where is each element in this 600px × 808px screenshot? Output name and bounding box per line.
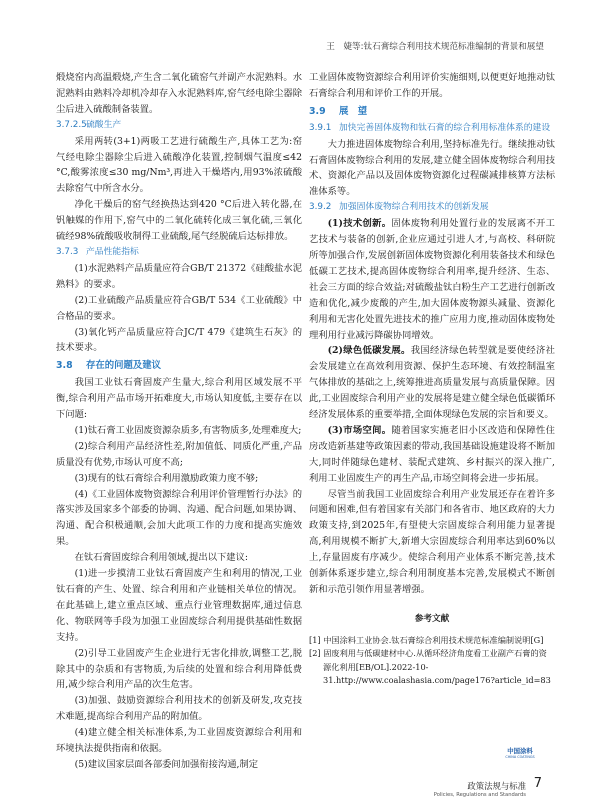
paragraph-text: 随着国家实施老旧小区改造和保障性住房改造新基建等政策因素的带动,我国基础设施建设将不断加大,同时伴随绿色建材、装配式建筑、乡村振兴的深入推广,利用工业固废生产的再生产品,市场空间将会进一步拓展。 — [309, 424, 555, 484]
body-paragraph: (1)水泥熟料产品质量应符合GB/T 21372《硅酸盐水泥熟料》的要求。 — [56, 262, 302, 290]
logo-subtext: CHINA COATINGS — [505, 755, 535, 759]
paragraph-text: 我国经济绿色转型就是要使经济社会发展建立在高效利用资源、保护生态环境、有效控制温室气体排放的基础之上,统筹推进高质量发展与高质量保障。因此,工业固废综合利用产业的发展将是建立健全绿色低碳循环经济发展体系的重要举措,全面体现绿色发展的宗旨和要义。 — [309, 345, 555, 421]
china-coatings-logo — [496, 746, 544, 759]
body-paragraph — [309, 216, 555, 343]
list-item: (1)进一步摸清工业钛石膏固废产生和利用的情况,工业钛石膏的产生、处置、综合利用和产业链相关单位的情况。在此基础上,建立重点区域、重点行业管理数据库,通过信息化、物联网等手段为加强工业固废综合利用提供基础性数据支持。 — [56, 568, 302, 643]
list-item: (5)建议国家层面各部委间加强衔接沟通,制定 — [74, 758, 259, 770]
section-title: 加快完善固体废物和钛石膏的综合利用标准体系的建设 — [339, 122, 551, 133]
references-title: 参考文献 — [414, 613, 450, 624]
body-paragraph: (2)工业硫酸产品质量应符合GB/T 534《工业硫酸》中合格品的要求。 — [56, 294, 302, 322]
paragraph-text: 固体废物利用处置行业的发展离不开工艺技术与装备的创新,企业应通过引进人才,与高校、科研院所等加强合作,发展创新固体废物资源化利用装备技术和绿色低碳工艺技术,提高固体废物综合利用率,提升经济、生态、社会三方面的综合效益;对硫酸盐钛白粉生产工艺进行创新改造和优化,减少废酸的产生,加大固体废物源头减量、资源化利用和无害化处置先进技术的推广应用力度,推动固体废物处理利用行业减污降碳协同增效。 — [309, 218, 555, 341]
left-column — [56, 70, 302, 773]
section-title: 硫酸生产 — [86, 119, 122, 130]
list-item: (2)综合利用产品经济性差,附加值低、同质化严重,产品质量没有优势,市场认可度不高; — [56, 440, 302, 468]
paragraph-lead: (2)绿色低碳发展。 — [327, 345, 411, 357]
section-number: 3.9 — [309, 105, 326, 117]
list-item: (1)钛石膏工业固废资源杂质多,有害物质多,处理难度大; — [74, 424, 302, 436]
section-title: 展 望 — [339, 105, 368, 117]
journal-section-cn: 政策法规与标准 — [467, 781, 526, 791]
journal-section-en: Policies, Regulations and Standards — [433, 792, 526, 798]
list-item: (2)引导工业固废产生企业进行无害化排放,调整工艺,脱除其中的杂质和有害物质,为后续的处置和综合利用降低费用,减少综合利用产品的次生危害。 — [56, 647, 302, 691]
section-heading-39 — [309, 104, 555, 120]
section-heading-392 — [309, 200, 555, 216]
paragraph-lead: (3)市场空间。 — [327, 424, 392, 436]
section-number: 3.7.2.5 — [56, 119, 87, 130]
list-item: (4)建立健全相关标准体系,为工业固废资源综合利用和环境执法提供指南和依据。 — [56, 727, 302, 755]
section-heading-3725 — [56, 118, 302, 134]
section-number: 3.9.2 — [309, 202, 332, 213]
body-paragraph — [309, 343, 555, 423]
section-title: 加强固体废物综合利用技术的创新发展 — [339, 202, 489, 213]
right-column — [309, 70, 555, 688]
section-number: 3.8 — [56, 360, 73, 372]
running-header: 王 婕等:钛石膏综合利用技术规范标准编制的背景和展望 — [326, 42, 544, 52]
list-item: (3)现有的钛石膏综合利用激励政策力度不够; — [74, 472, 259, 484]
body-paragraph: 净化干燥后的窑气经换热达到420 °C后进入转化器,在钒触媒的作用下,窑气中的二氧化硫转化成三氧化硫,三氧化硫经98%硫酸吸收制得工业硫酸,尾气经脱硫后达标排放。 — [56, 199, 302, 243]
body-paragraph: 在钛石膏固废综合利用领域,提出以下建议: — [74, 552, 249, 564]
journal-section-label — [434, 780, 526, 798]
paragraph-lead: (1)技术创新。 — [327, 218, 392, 230]
section-number: 3.7.3 — [56, 246, 79, 257]
list-item: (4)《工业固体废物资源综合利用评价管理暂行办法》的落实涉及国家多个部委的协调、沟通、配合问题,如果协调、沟通、配合积极通顺,会加大此项工作的力度和提高实施效果。 — [56, 488, 302, 548]
list-item: (3)加强、鼓励资源综合利用技术的创新及研发,攻克技术难题,提高综合利用产品的附加值。 — [56, 695, 302, 723]
section-heading-38 — [56, 358, 302, 374]
body-paragraph: 尽管当前我国工业固废综合利用产业发展还存在着许多问题和困难,但有着国家有关部门和各省市、地区政府的大力政策支持,到2025年,有望使大宗固废综合利用能力显著提高,利用规模不断扩大,新增大宗固废综合利用率达到60%以上,存量固废有序减少。使综合利用产业体系不断完善,技术创新体系逐步建立,综合利用制度基本完善,发展模式不断创新和示范引领作用显著增强。 — [309, 488, 555, 595]
body-paragraph: 我国工业钛石膏固废产生量大,综合利用区域发展不平衡,综合利用产品市场开拓难度大,市场认知度低,主要存在以下问题: — [56, 377, 302, 421]
section-heading-373 — [56, 245, 302, 261]
body-paragraph: 煅烧窑内高温煅烧,产生含二氧化硫窑气并副产水泥熟料。水泥熟料由熟料冷却机冷却存入水泥熟料库,窑气经电除尘器除尘后进入硫酸制备装置。 — [56, 72, 302, 115]
body-paragraph: 大力推进固体废物综合利用,坚持标准先行。继续推动钛石膏固体废物综合利用的发展,建立健全固体废物综合利用技术、资源化产品以及固体废物资源化过程碳减排核算方法标准体系等。 — [309, 138, 555, 198]
page-number: 7 — [533, 776, 542, 791]
body-paragraph — [309, 423, 555, 487]
body-paragraph: (3)氧化钙产品质量应符合JC/T 479《建筑生石灰》的技术要求。 — [56, 326, 302, 354]
section-number: 3.9.1 — [309, 122, 332, 133]
logo-text: 中国涂料 — [507, 747, 533, 755]
body-paragraph: 工业固体废物资源综合利用评价实施细则,以便更好地推动钛石膏综合利用和评价工作的开展。 — [309, 72, 555, 99]
section-heading-391 — [309, 121, 555, 137]
section-title: 存在的问题及建议 — [86, 360, 162, 372]
reference-item: [1] 中国涂料工业协会.钛石膏综合利用技术规范标准编制说明[G] — [309, 634, 544, 645]
reference-item: [2] 固废利用与低碳建材中心.从循环经济角度看工业副产石膏的资源化利用[EB/OL].2022-10-31.http://www.coalashasia.com/page176?article_id=83 — [309, 648, 551, 686]
section-title: 产品性能指标 — [86, 246, 139, 257]
body-paragraph: 采用两转(3+1)两吸工艺进行硫酸生产,具体工艺为:窑气经电除尘器除尘后进入硫酸净化装置,控制烟气温度≤42 °C,酸雾浓度≤30 mg/Nm³,再进入干燥塔内,用93%浓硫酸去除窑气中所含水分。 — [56, 135, 302, 195]
